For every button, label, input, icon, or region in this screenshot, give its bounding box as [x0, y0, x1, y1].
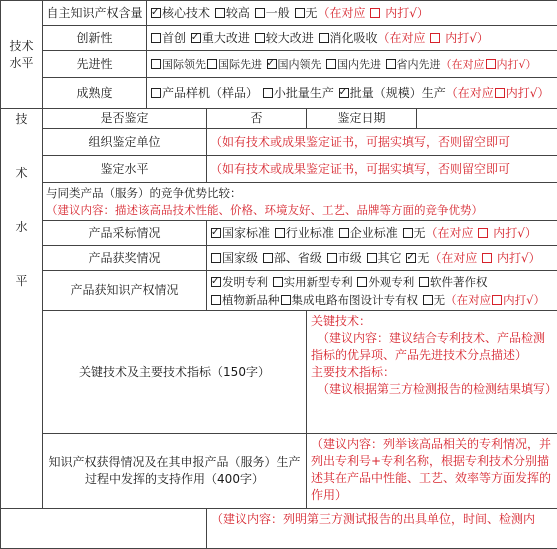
row-ip-support: [1, 434, 557, 509]
checkbox-plant[interactable]: [211, 295, 221, 305]
checkbox-ip-none[interactable]: [423, 295, 433, 305]
checkbox-invention[interactable]: [211, 277, 221, 287]
checkbox-std-none[interactable]: [403, 228, 413, 238]
checkbox-design[interactable]: [357, 277, 367, 287]
checkbox-absorb[interactable]: [319, 33, 329, 43]
label-key-tech: 关键技术及主要技术指标（150字）: [43, 311, 307, 434]
label-ip-support: 知识产权获得情况及在其申报产品（服务）生产过程中发挥的支持作用（400字）: [43, 434, 307, 509]
label-standard: 产品采标情况: [43, 221, 207, 246]
row-test-report: [1, 509, 557, 549]
hint-text: （在对应 内打√）: [377, 30, 489, 45]
checkbox-core-tech[interactable]: [151, 8, 161, 18]
key-tech-content[interactable]: 关键技术： （建议内容：建议结合专利技术、产品检测指标的优异项、产品先进技术分点描述） 主要技术指标： （建议根据第三方检测报告的检测结果填写）: [307, 311, 557, 434]
row-ip-content: [1, 1, 557, 26]
checkbox-high[interactable]: [215, 8, 225, 18]
compare-cell[interactable]: 与同类产品（服务）的竞争优势比较： （建议内容：描述该高品技术性能、价格、环境友好、工艺、品牌等方面的竞争优势）: [43, 183, 557, 221]
label-appraisal-date: 鉴定日期: [307, 109, 417, 129]
checkbox-none[interactable]: [295, 8, 305, 18]
label-appraisal: 是否鉴定: [43, 109, 207, 129]
checkbox-award-other[interactable]: [367, 253, 377, 263]
checkbox-industry-std[interactable]: [275, 228, 285, 238]
section-tech-label: 技术 水平: [1, 1, 43, 109]
options-innovation: 首创 ✓ 重大改进 较大改进 消化吸收（在对应 内打√）: [147, 26, 557, 51]
checkbox-award-city[interactable]: [327, 253, 337, 263]
options-ip: ✓发明专利 实用新型专利 外观专利 软件著作权 植物新品种 集成电路布图设计专有权 无（在对应 内打√）: [207, 271, 557, 311]
checkbox-enterprise-std[interactable]: [339, 228, 349, 238]
options-standard: ✓ 国家标准 行业标准 企业标准 无（在对应 内打√）: [207, 221, 557, 246]
hint-text: （在对应 内打√）: [440, 57, 537, 71]
value-appraisal-date[interactable]: [417, 109, 557, 129]
checkbox-large-improve[interactable]: [255, 33, 265, 43]
label-org: 组织鉴定单位: [43, 129, 207, 156]
hint-text: （在对应 内打√）: [445, 85, 550, 100]
row-compare: [1, 183, 557, 221]
checkbox-first[interactable]: [151, 33, 161, 43]
checkbox-software[interactable]: [419, 277, 429, 287]
label-maturity: 成熟度: [43, 78, 147, 109]
value-appraisal[interactable]: 否: [207, 109, 307, 129]
checkbox-award-national[interactable]: [211, 253, 221, 263]
checkbox-normal[interactable]: [255, 8, 265, 18]
hint-level[interactable]: （如有技术或成果鉴定证书，可据实填写，否则留空即可: [207, 156, 557, 183]
row-advanced: [1, 51, 557, 78]
hint-text: （在对应 内打√）: [445, 292, 545, 307]
options-maturity: 产品样机（样品） 小批量生产 ✓ 批量（规模）生产（在对应 内打√）: [147, 78, 557, 109]
checkbox-dom-lead[interactable]: [267, 59, 277, 69]
hint-text: （在对应 内打√）: [429, 250, 541, 265]
checkbox-intl-lead[interactable]: [151, 59, 161, 69]
row-maturity: [1, 78, 557, 109]
checkbox-award-province[interactable]: [263, 253, 273, 263]
hint-text: （在对应 内打√）: [425, 225, 537, 240]
row-awards: [1, 246, 557, 271]
label-ip-content: 自主知识产权含量: [43, 1, 147, 26]
hint-org[interactable]: （如有技术或成果鉴定证书，可据实填写，否则留空即可: [207, 129, 557, 156]
checkbox-mass[interactable]: [339, 88, 349, 98]
checkbox-national-std[interactable]: [211, 228, 221, 238]
test-report-content[interactable]: （建议内容：列明第三方测试报告的出具单位，时间、检测内: [207, 509, 557, 549]
checkbox-small-batch[interactable]: [263, 88, 273, 98]
label-advanced: 先进性: [43, 51, 147, 78]
options-awards: 国家级 部、省级 市级 其它 ✓ 无（在对应 内打√）: [207, 246, 557, 271]
row-level: [1, 156, 557, 183]
section2-vertical-label: 技 术 水 平: [1, 109, 43, 509]
checkbox-award-none[interactable]: [406, 253, 416, 263]
checkbox-dom-adv[interactable]: [326, 59, 336, 69]
checkbox-utility[interactable]: [273, 277, 283, 287]
hint-text: （在对应 内打√）: [317, 5, 429, 20]
checkbox-major-improve[interactable]: [191, 33, 201, 43]
label-level: 鉴定水平: [43, 156, 207, 183]
checkbox-prov-adv[interactable]: [386, 59, 396, 69]
label-ip: 产品获知识产权情况: [43, 271, 207, 311]
options-advanced: 国际领先 国际先进 ✓ 国内领先 国内先进 省内先进（在对应 内打√）: [147, 51, 557, 78]
checkbox-ic-layout[interactable]: [281, 295, 291, 305]
row-org: [1, 129, 557, 156]
label-innovation: 创新性: [43, 26, 147, 51]
ip-support-content[interactable]: （建议内容：列举该高品相关的专利情况，并列出专利号+专利名称，根据专利技术分别描述其在产品中性能、工艺、效率等方面发挥的作用）: [307, 434, 557, 509]
row-appraisal: [1, 109, 557, 129]
checkbox-prototype[interactable]: [151, 88, 161, 98]
row-key-tech: [1, 311, 557, 434]
row-ip: [1, 271, 557, 311]
row-innovation: [1, 26, 557, 51]
label-awards: 产品获奖情况: [43, 246, 207, 271]
row-standard: [1, 221, 557, 246]
options-ip-content: ✓ 核心技术 较高 一般 无（在对应 内打√）: [147, 1, 557, 26]
checkbox-intl-adv[interactable]: [207, 59, 217, 69]
label-test-report: [1, 509, 207, 549]
